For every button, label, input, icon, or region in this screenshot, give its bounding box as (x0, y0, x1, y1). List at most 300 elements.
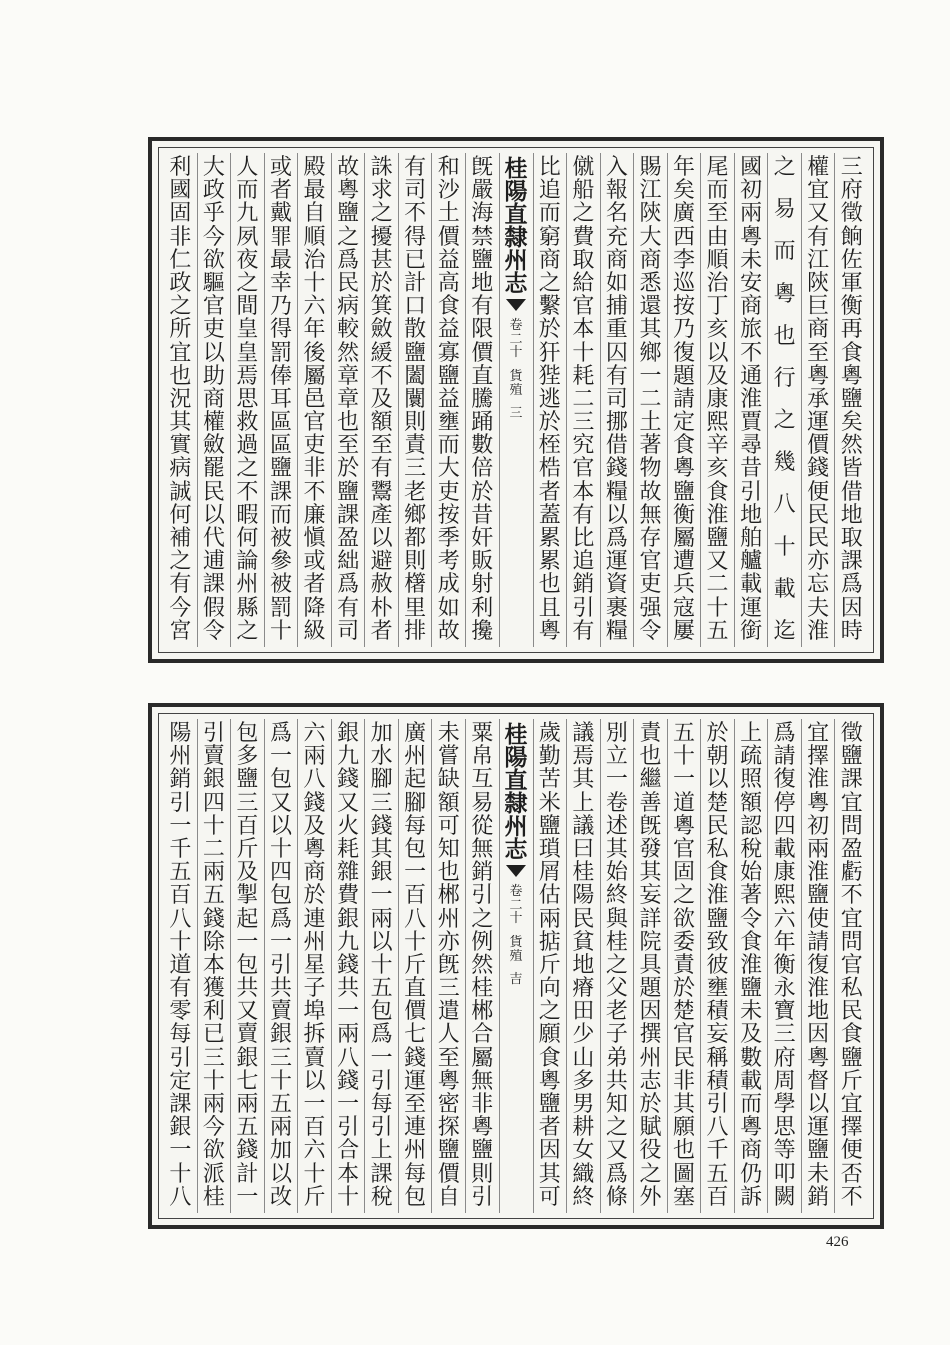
glyph: 桂 (572, 860, 595, 886)
glyph: 累 (538, 549, 561, 575)
glyph: 初 (807, 813, 830, 839)
bottom-text-column (431, 719, 465, 1213)
glyph: 二 (706, 572, 729, 598)
glyph: 於 (538, 317, 561, 343)
glyph: 食 (538, 1045, 561, 1071)
glyph: 食 (706, 860, 729, 886)
glyph: 有 (370, 456, 393, 482)
bottom-spine (499, 719, 533, 1213)
glyph: 蓋 (538, 502, 561, 528)
glyph: 官 (572, 456, 595, 482)
glyph: 郴 (437, 883, 460, 909)
glyph: 商 (538, 247, 561, 273)
glyph: 宜 (169, 340, 192, 366)
glyph: 引 (169, 790, 192, 816)
glyph: 不 (840, 1184, 863, 1210)
glyph: 嚴 (471, 178, 494, 204)
glyph: 賦 (639, 1115, 662, 1141)
glyph: 爲 (337, 247, 360, 273)
glyph: 八 (404, 906, 427, 932)
glyph: 銀 (236, 1045, 259, 1071)
top-text-column (801, 153, 835, 647)
glyph: 別 (605, 721, 628, 746)
glyph: 焉 (572, 744, 595, 770)
glyph: 皆 (840, 456, 863, 482)
glyph: 州 (404, 744, 427, 770)
glyph: 不 (740, 340, 763, 366)
glyph: 司 (605, 386, 628, 412)
glyph: 六 (303, 294, 326, 320)
glyph: 且 (538, 595, 561, 621)
glyph: 鹽 (437, 1138, 460, 1164)
glyph: 引 (337, 1115, 360, 1141)
glyph: 未 (740, 999, 763, 1025)
glyph: 也 (639, 744, 662, 770)
top-text-column (364, 153, 398, 647)
top-text-column (600, 153, 634, 647)
glyph: 較 (337, 317, 360, 343)
glyph: 十 (169, 1161, 192, 1187)
glyph: 糧 (605, 479, 628, 505)
glyph: 益 (437, 386, 460, 412)
glyph: 直 (471, 363, 494, 389)
glyph: 思 (236, 386, 259, 412)
glyph: 發 (639, 836, 662, 862)
glyph: 爲 (370, 1022, 393, 1048)
glyph: 議 (572, 721, 595, 746)
glyph: 停 (773, 790, 796, 816)
glyph: 禁 (471, 224, 494, 250)
glyph: 固 (672, 860, 695, 886)
glyph: 者 (538, 1115, 561, 1141)
glyph: 復 (672, 340, 695, 366)
glyph: 一 (269, 929, 292, 955)
glyph: 又 (605, 1138, 628, 1164)
glyph: 包 (404, 836, 427, 862)
top-text-column (230, 153, 264, 647)
glyph: 暇 (236, 502, 259, 528)
glyph: 商 (740, 1138, 763, 1164)
glyph: 四 (269, 860, 292, 886)
glyph: 三 (236, 790, 259, 816)
glyph: 請 (807, 929, 830, 955)
glyph: 淮 (706, 502, 729, 528)
bottom-text-column (633, 719, 667, 1213)
glyph: 歲 (538, 721, 561, 746)
glyph: 則 (471, 1161, 494, 1187)
glyph: 無 (639, 502, 662, 528)
bottom-text-column (533, 719, 567, 1213)
glyph: 院 (639, 929, 662, 955)
glyph: 直 (404, 976, 427, 1002)
glyph: 百 (169, 883, 192, 909)
glyph: 裹 (605, 595, 628, 621)
glyph: 卷 (509, 884, 523, 899)
glyph: 費 (337, 883, 360, 909)
glyph: 包 (269, 883, 292, 909)
glyph: 令 (202, 618, 225, 644)
glyph: 承 (807, 386, 830, 412)
glyph: 不 (404, 201, 427, 227)
glyph: 衡 (840, 294, 863, 320)
glyph: 問 (840, 929, 863, 955)
glyph: 共 (605, 1068, 628, 1094)
glyph: 糧 (605, 618, 628, 644)
glyph: 則 (404, 549, 427, 575)
glyph: 地 (740, 502, 763, 528)
top-text-column (834, 153, 868, 647)
glyph: 爲 (269, 906, 292, 932)
top-text-panel (148, 137, 884, 663)
glyph: 兩 (303, 744, 326, 770)
glyph: 掣 (236, 883, 259, 909)
glyph: 海 (471, 201, 494, 227)
glyph: 易 (773, 197, 796, 223)
glyph: 包 (236, 721, 259, 746)
glyph: 爲 (269, 721, 292, 746)
glyph: 斤 (840, 1068, 863, 1094)
glyph: 州 (504, 247, 528, 274)
glyph: 一 (303, 1092, 326, 1117)
glyph: 屢 (672, 618, 695, 644)
glyph: 之 (639, 1161, 662, 1187)
glyph: 也 (437, 860, 460, 886)
glyph: 乎 (202, 201, 225, 227)
glyph: 吉 (509, 972, 523, 988)
glyph: 三 (269, 1045, 292, 1071)
glyph: 求 (370, 178, 393, 204)
glyph: 江 (807, 247, 830, 273)
glyph: 復 (807, 952, 830, 978)
glyph: 曰 (572, 836, 595, 862)
glyph: 共 (337, 976, 360, 1002)
glyph: 田 (572, 999, 595, 1025)
glyph: 引 (740, 479, 763, 505)
glyph: 粵 (773, 281, 796, 307)
glyph: 上 (740, 721, 763, 746)
glyph: 宜 (807, 178, 830, 204)
glyph: 桂 (202, 1184, 225, 1210)
glyph: 一 (370, 883, 393, 909)
glyph: 銀 (202, 767, 225, 793)
glyph: 之 (236, 618, 259, 644)
glyph: 取 (572, 247, 595, 273)
bottom-text-column (600, 719, 634, 1213)
glyph: 弟 (605, 1045, 628, 1071)
glyph: 運 (807, 1115, 830, 1141)
glyph: 闤 (404, 386, 427, 412)
glyph: 五 (269, 1092, 292, 1117)
glyph: 一 (672, 767, 695, 793)
glyph: 鬻 (370, 479, 393, 505)
glyph: 星 (303, 952, 326, 978)
glyph: 課 (337, 502, 360, 528)
glyph: 一 (337, 1092, 360, 1117)
glyph: 有 (572, 502, 595, 528)
glyph: 因 (840, 595, 863, 621)
glyph: 塞 (672, 1184, 695, 1210)
glyph: 耳 (269, 386, 292, 412)
glyph: 具 (639, 952, 662, 978)
glyph: 排 (404, 618, 427, 644)
glyph: 艫 (740, 549, 763, 575)
glyph: 吏 (639, 572, 662, 598)
glyph: 致 (706, 929, 729, 955)
glyph: 州 (303, 929, 326, 955)
glyph: 鹽 (740, 976, 763, 1002)
bottom-text-column (667, 719, 701, 1213)
glyph: 鹽 (706, 526, 729, 551)
glyph: 佐 (840, 247, 863, 273)
glyph: 鹽 (672, 479, 695, 505)
glyph: 之 (236, 456, 259, 482)
glyph: 忘 (807, 572, 830, 598)
glyph: 稱 (706, 1045, 729, 1071)
glyph: 六 (303, 1138, 326, 1164)
glyph: 如 (437, 595, 460, 621)
glyph: 自 (303, 201, 326, 227)
glyph: 闔 (404, 363, 427, 389)
glyph: 狴 (538, 363, 561, 389)
glyph: 鹽 (538, 813, 561, 839)
glyph: 粟 (471, 721, 494, 746)
glyph: 錢 (202, 906, 225, 932)
glyph: 州 (404, 1138, 427, 1164)
glyph: 無 (471, 1068, 494, 1094)
glyph: 虧 (840, 860, 863, 886)
glyph: 八 (773, 492, 796, 518)
glyph: 愼 (303, 526, 326, 551)
glyph: 學 (773, 1092, 796, 1117)
glyph: 改 (269, 1184, 292, 1210)
glyph: 櫡 (404, 572, 427, 598)
glyph: 矣 (840, 410, 863, 436)
glyph: 國 (169, 178, 192, 204)
glyph: 沙 (437, 178, 460, 204)
glyph: 比 (572, 526, 595, 551)
bottom-text-column (264, 719, 298, 1213)
glyph: 利 (202, 999, 225, 1025)
glyph: 十 (337, 1184, 360, 1210)
glyph: 粵 (740, 1115, 763, 1141)
glyph: 向 (538, 976, 561, 1002)
glyph: 多 (572, 1068, 595, 1094)
top-text-column (264, 153, 298, 647)
glyph: 其 (538, 1161, 561, 1187)
glyph: 例 (471, 929, 494, 955)
glyph: 詳 (639, 906, 662, 932)
glyph: 額 (437, 790, 460, 816)
glyph: 斤 (538, 952, 561, 978)
glyph: 引 (471, 1184, 494, 1210)
glyph: 所 (169, 317, 192, 343)
glyph: 章 (337, 363, 360, 389)
glyph: 拆 (303, 1022, 326, 1048)
glyph: 吏 (202, 317, 225, 343)
bottom-text-column (297, 719, 331, 1213)
glyph: 價 (404, 999, 427, 1025)
glyph: 囚 (605, 340, 628, 366)
glyph: 寇 (672, 595, 695, 621)
glyph: 少 (572, 1022, 595, 1048)
glyph: 及 (740, 1022, 763, 1048)
glyph: 權 (202, 410, 225, 436)
glyph: 每 (370, 1092, 393, 1117)
glyph: 隸 (504, 790, 528, 817)
glyph: 子 (303, 976, 326, 1002)
glyph: 起 (404, 767, 427, 793)
glyph: 隸 (504, 224, 528, 251)
glyph: 益 (437, 247, 460, 273)
glyph: 或 (303, 549, 326, 575)
glyph: 妄 (706, 1022, 729, 1048)
glyph: 之 (773, 155, 796, 180)
glyph: 有 (605, 363, 628, 389)
glyph: 三 (437, 976, 460, 1002)
glyph: 然 (840, 433, 863, 459)
top-text-column (331, 153, 365, 647)
glyph: 重 (605, 317, 628, 343)
glyph: 康 (706, 386, 729, 412)
glyph: 督 (807, 1068, 830, 1094)
glyph: 江 (639, 178, 662, 204)
glyph: 今 (169, 595, 192, 621)
glyph: 商 (639, 247, 662, 273)
glyph: 粵 (807, 363, 830, 389)
glyph: 爲 (840, 572, 863, 598)
glyph: 鹽 (269, 456, 292, 482)
glyph: 條 (605, 1184, 628, 1210)
glyph: 父 (605, 976, 628, 1002)
glyph: 俸 (269, 363, 292, 389)
glyph: 斤 (404, 952, 427, 978)
glyph: 及 (303, 813, 326, 839)
glyph: 鄉 (639, 340, 662, 366)
glyph: 擾 (370, 224, 393, 250)
glyph: 也 (773, 323, 796, 349)
glyph: 及 (236, 860, 259, 886)
glyph: 於 (538, 410, 561, 436)
glyph: 一 (169, 1138, 192, 1164)
glyph: 欲 (202, 1138, 225, 1164)
glyph: 罰 (269, 340, 292, 366)
glyph: 者 (538, 479, 561, 505)
glyph: 廣 (404, 721, 427, 746)
glyph: 掂 (538, 929, 561, 955)
glyph: 騰 (471, 386, 494, 412)
glyph: 派 (202, 1161, 225, 1187)
glyph: 九 (236, 201, 259, 227)
top-text-column (398, 153, 432, 647)
glyph: 年 (773, 929, 796, 955)
glyph: 地 (840, 502, 863, 528)
glyph: 可 (538, 1184, 561, 1210)
glyph: 貨 (509, 368, 523, 384)
glyph: 也 (169, 363, 192, 389)
glyph: 散 (404, 317, 427, 343)
glyph: 二 (509, 897, 523, 913)
glyph: 報 (605, 178, 628, 204)
glyph: 利 (169, 155, 192, 180)
glyph: 成 (437, 572, 460, 598)
glyph: 其 (639, 317, 662, 343)
glyph: 土 (639, 410, 662, 436)
glyph: 十 (202, 1068, 225, 1094)
glyph: 運 (740, 595, 763, 621)
glyph: 食 (706, 479, 729, 505)
glyph: 還 (639, 294, 662, 320)
bottom-text-panel (148, 703, 884, 1229)
glyph: 三 (370, 790, 393, 816)
glyph: 錢 (236, 1138, 259, 1164)
glyph: 軍 (840, 270, 863, 296)
glyph: 共 (269, 976, 292, 1002)
glyph: 宜 (840, 906, 863, 932)
glyph: 屬 (471, 1045, 494, 1071)
glyph: 至 (404, 1092, 427, 1117)
glyph: 補 (169, 526, 192, 551)
glyph: 瑣 (538, 836, 561, 862)
glyph: 之 (538, 999, 561, 1025)
glyph: 不 (370, 363, 393, 389)
glyph: 鹽 (337, 201, 360, 227)
glyph: 大 (639, 224, 662, 250)
glyph: 旣 (471, 155, 494, 180)
glyph: 宜 (840, 790, 863, 816)
bottom-text-column (398, 719, 432, 1213)
glyph: 餉 (840, 224, 863, 250)
glyph: 得 (404, 224, 427, 250)
glyph: 十 (509, 911, 523, 927)
glyph: 引 (269, 952, 292, 978)
bottom-spine-section (510, 936, 523, 963)
bottom-text-column (834, 719, 868, 1213)
glyph: 司 (404, 178, 427, 204)
glyph: 爲 (337, 572, 360, 598)
glyph: 百 (706, 1184, 729, 1210)
glyph: 計 (236, 1161, 259, 1187)
glyph: 季 (437, 526, 460, 551)
glyph: 已 (202, 1022, 225, 1048)
glyph: 入 (605, 155, 628, 180)
glyph: 窮 (538, 224, 561, 250)
glyph: 非 (303, 456, 326, 482)
glyph: 楚 (706, 790, 729, 816)
top-text-column (164, 153, 197, 647)
glyph: 爲 (773, 721, 796, 746)
glyph: 載 (740, 1068, 763, 1094)
glyph: 水 (370, 744, 393, 770)
glyph: 之 (337, 224, 360, 250)
glyph: 耕 (572, 1115, 595, 1141)
glyph: 六 (773, 906, 796, 932)
glyph: 逋 (202, 549, 225, 575)
glyph: 請 (773, 744, 796, 770)
glyph: 亦 (807, 549, 830, 575)
glyph: 而 (773, 239, 796, 265)
glyph: 兵 (672, 572, 695, 598)
glyph: 則 (404, 410, 427, 436)
glyph: 粵 (672, 813, 695, 839)
glyph: 地 (572, 952, 595, 978)
glyph: 故 (337, 155, 360, 180)
glyph: 以 (303, 1068, 326, 1094)
glyph: 陽 (169, 721, 192, 746)
glyph: 粵 (303, 836, 326, 862)
glyph: 食 (840, 340, 863, 366)
glyph: 再 (840, 317, 863, 343)
glyph: 彼 (706, 952, 729, 978)
